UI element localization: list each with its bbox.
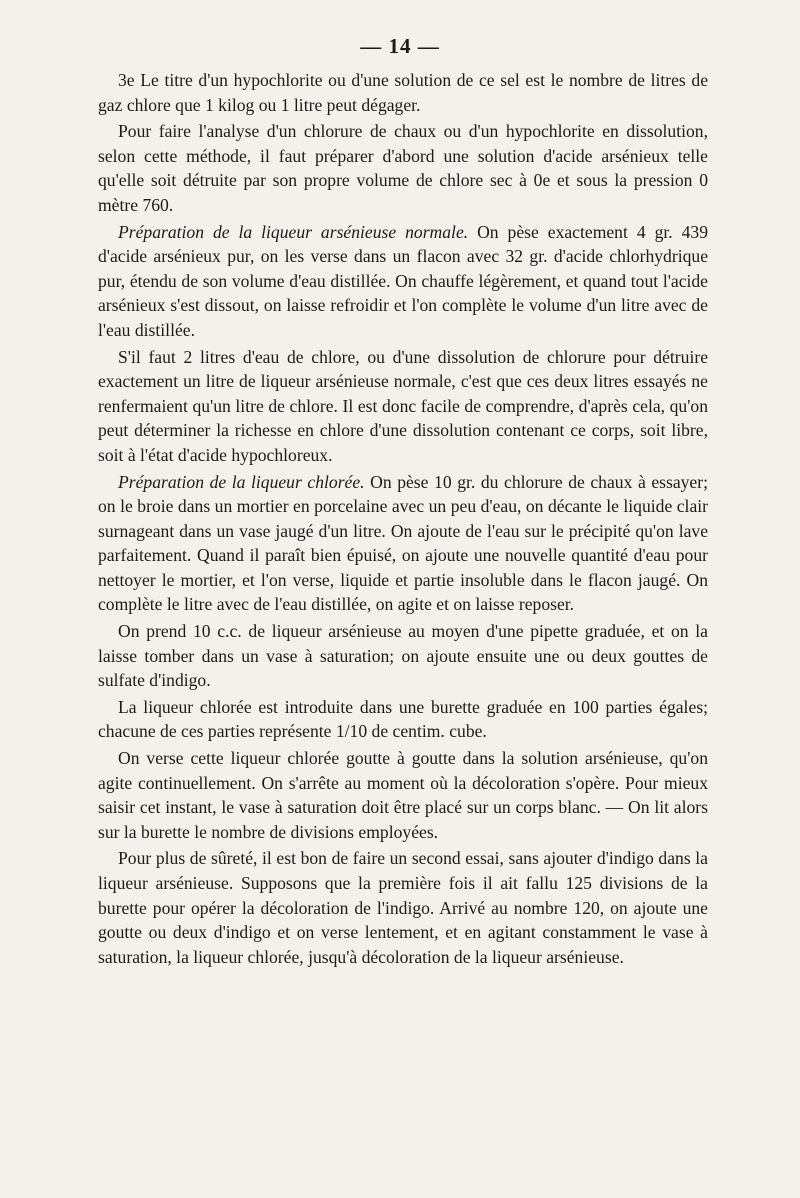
paragraph: [98, 695, 708, 744]
page-number: — 14 —: [360, 34, 440, 58]
paragraph-text: Pour faire l'analyse d'un chlorure de chaux ou d'un hypochlorite en dissolution, selon cette méthode, il faut préparer d'abord une solution d'acide arsénieux telle qu'elle soit détruite par son propre volume de chlore sec à 0e et sous la pression 0 mètre 760.: [98, 121, 708, 215]
paragraph: [98, 470, 708, 618]
paragraph-text: On pèse 10 gr. du chlorure de chaux à essayer; on le broie dans un mortier en porcelaine avec un peu d'eau, on décante le liquide clair surnageant dans un vase jaugé d'un litre. On ajoute de l'eau sur le précipité qu'on lave parfaitement. Quand il paraît bien épuisé, on ajoute une nouvelle quantité d'eau pour nettoyer le mortier, et l'on verse, liquide et partie insoluble dans le flacon jaugé. On complète le litre avec de l'eau distillée, on agite et on laisse reposer.: [98, 471, 708, 615]
paragraph: [98, 746, 708, 844]
paragraph: [98, 220, 708, 343]
paragraph-lead: Préparation de la liqueur arsénieuse normale.: [118, 221, 469, 242]
paragraph-text: 3e Le titre d'un hypochlorite ou d'une solution de ce sel est le nombre de litres de gaz chlore que 1 kilog ou 1 litre peut dégager.: [98, 70, 708, 115]
paragraph: [98, 846, 708, 969]
paragraph: [98, 68, 708, 117]
paragraph: [98, 119, 708, 217]
paragraph-text: Pour plus de sûreté, il est bon de faire un second essai, sans ajouter d'indigo dans la liqueur arsénieuse. Supposons que la première fois il ait fallu 125 divisions de la burette pour opérer la décoloration de l'indigo. Arrivé au nombre 120, on ajoute une goutte ou deux d'indigo et on verse lentement, et en agitant constamment le vase à saturation, la liqueur chlorée, jusqu'à décoloration de la liqueur arsénieuse.: [98, 848, 708, 967]
paragraph-text: La liqueur chlorée est introduite dans une burette graduée en 100 parties égales; chacune de ces parties représente 1/10 de centim. cube.: [98, 696, 708, 742]
paragraph: [98, 345, 708, 468]
paragraph-text: On prend 10 c.c. de liqueur arsénieuse au moyen d'une pipette graduée, et on la laisse tomber dans un vase à saturation; on ajoute ensuite une ou deux gouttes de sulfate d'indigo.: [98, 621, 708, 691]
paragraph-text: On verse cette liqueur chlorée goutte à goutte dans la solution arsénieuse, qu'on agite continuellement. On s'arrête au moment où la décoloration s'opère. Pour mieux saisir cet instant, le vase à saturation doit être placé sur un corps blanc. — On lit alors sur la burette le nombre de divisions employées.: [98, 748, 708, 842]
body-text: [98, 68, 708, 969]
paragraph-text: On pèse exactement 4 gr. 439 d'acide arsénieux pur, on les verse dans un flacon avec 32 gr. d'acide chlorhydrique pur, étendu de son volume d'eau distillée. On chauffe légèrement, et quand tout l'acide arsénieux s'est dissout, on laisse refroidir et l'on complète le volume d'un litre avec de l'eau distillée.: [98, 221, 708, 340]
paragraph-lead: Préparation de la liqueur chlorée.: [118, 471, 365, 492]
paragraph: [98, 619, 708, 693]
paragraph-text: S'il faut 2 litres d'eau de chlore, ou d'une dissolution de chlorure pour détruire exactement un litre de liqueur arsénieuse normale, c'est que ces deux litres essayés ne renfermaient qu'un litre de chlore. Il est donc facile de comprendre, d'après cela, qu'on peut déterminer la richesse en chlore d'une dissolution contenant ce corps, soit libre, soit à l'état d'acide hypochloreux.: [98, 346, 708, 465]
